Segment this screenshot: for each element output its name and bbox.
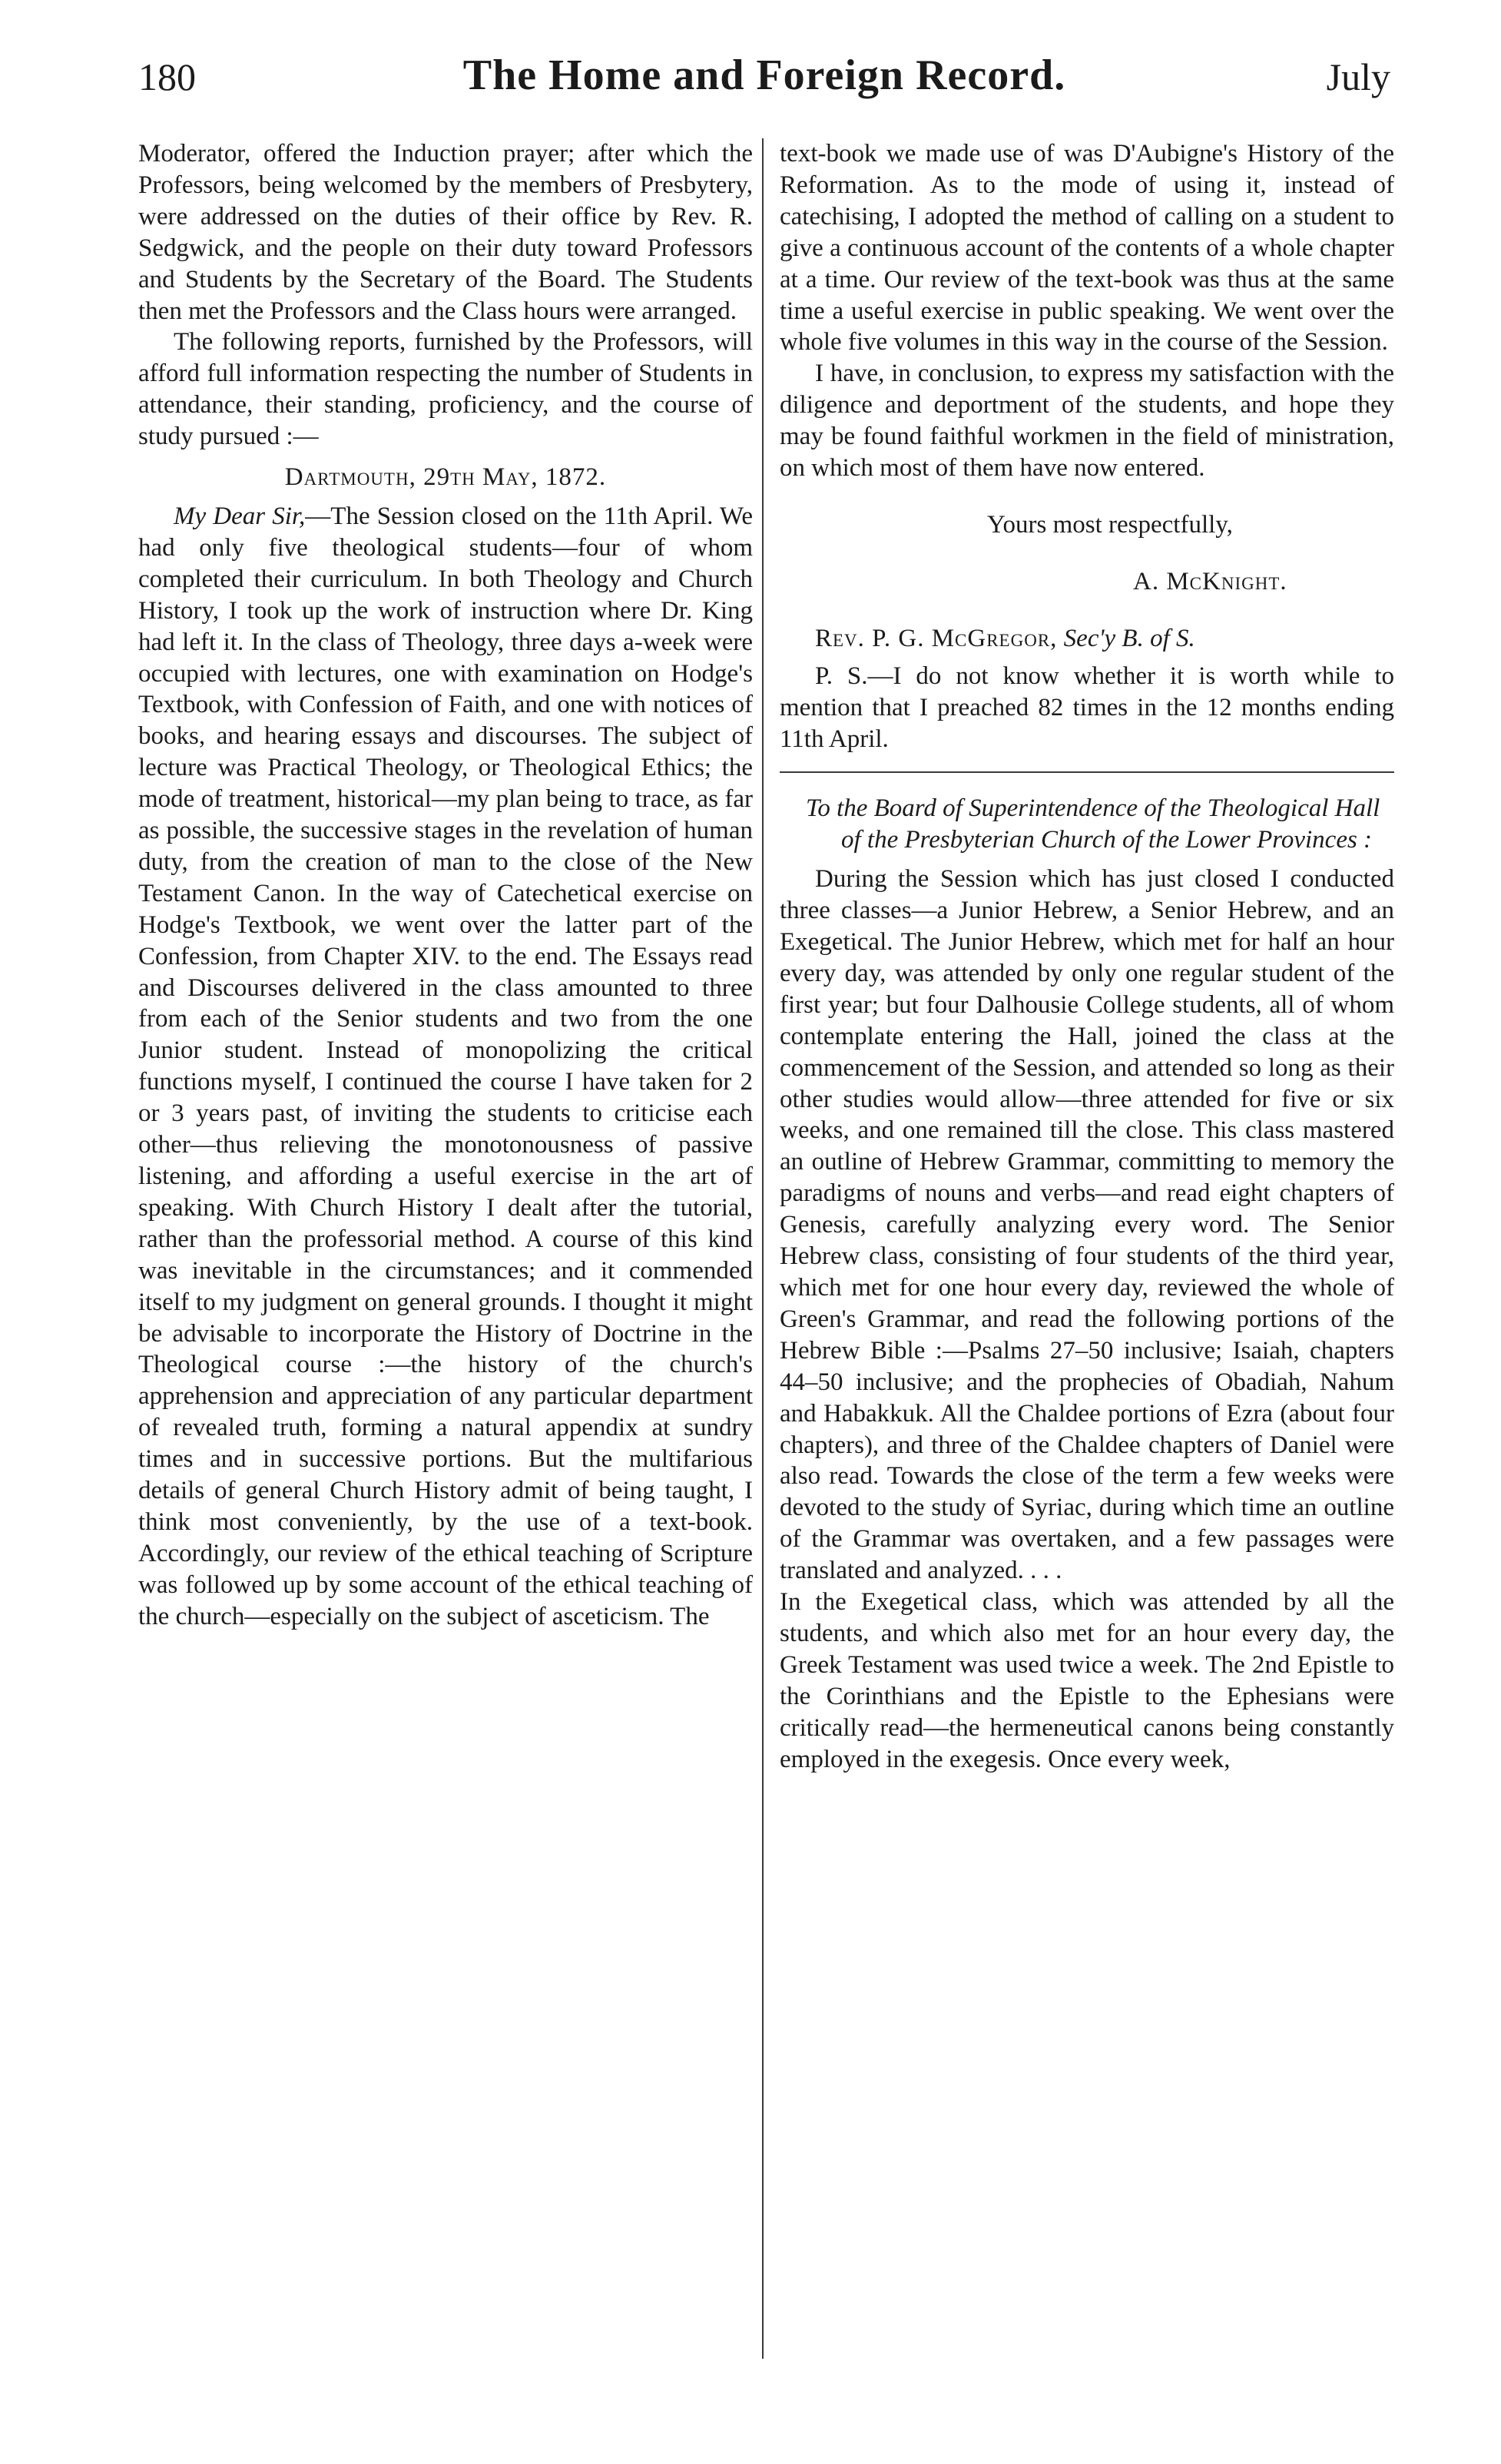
letter-recipient <box>780 623 1394 655</box>
page-number: 180 <box>138 55 196 98</box>
column-divider <box>762 138 764 2359</box>
paragraph-textbook: text-book we made use of was D'Aubigne's History of the Reformation. As to the mode of using it, instead of catechising, I adopted the method of calling on a student to give a continuous account of the contents of a whole chapter at a time. Our review of the text-book was thus at the same time a useful exercise in public speaking. We went over the whole five volumes in this way in the course of the Session. <box>780 140 1394 357</box>
running-month: July <box>1326 55 1390 98</box>
paragraph-mcknight-letter <box>138 501 753 1633</box>
recipient-name: Rev. P. G. McGregor, <box>815 624 1058 652</box>
recipient-title: Sec'y B. of S. <box>1063 624 1195 652</box>
letter-closing: Yours most respectfully, <box>987 510 1233 539</box>
letter-dateline: Dartmouth, 29th May, 1872. <box>284 463 607 492</box>
letter-body-start: —The Session closed on the 11th April. We had only five theological students—four of whom completed their curriculum. In both Theology and Church History, I took up the work of instruction where Dr. King had left it. In the class of Theology, three days a-week were occupied with lectures, one with examination on Hodge's Textbook, with Confession of Faith, and one with notices of books, and hearing essays and discourses. The subject of lecture was Practical Theology, or Theological Ethics; the mode of treatment, historical—my plan being to trace, as far as possible, the successive stages in the revelation of human duty, from the creation of man to the close of the New Testament Canon. In the way of Catechetical exercise on Hodge's Textbook, we went over the latter part of the Confession, from Chapter XIV. to the end. The Essays read and Discourses delivered in the class amounted to three from each of the Senior students and two from the one Junior student. Instead of monopolizing the critical functions myself, I continued the course I have taken for 2 or 3 years past, of inviting the students to criticise each other—thus relieving the monotonousness of passive listening, and affording a useful exercise in the art of speaking. With Church History I dealt after the tutorial, rather than the professorial method. A course of this kind was inevitable in the circumstances; and it commended itself to my judgment on general grounds. I thought it might be advisable to incorporate the History of Doctrine in the Theological course :—the history of the church's apprehension and appreciation of any particular department of revealed truth, forming a natural appendix at sundry times and in successive portions. But the multifarious details of general Church History admit of being taught, I think most conveniently, by the use of a text-book. Accordingly, our review of the ethical teaching of Scripture was followed up by some account of the ethical teaching of the church—especially on the subject of asceticism. The <box>138 502 753 1630</box>
right-column <box>780 138 1394 1776</box>
paragraph-reports-intro: The following reports, furnished by the Professors, will afford full information respecting the number of Students in attendance, their standing, proficiency, and the course of study pursued :— <box>138 328 753 451</box>
running-title: The Home and Foreign Record. <box>462 51 1066 99</box>
left-column <box>138 138 753 1633</box>
section-divider <box>780 771 1394 773</box>
paragraph-exegetical-class: In the Exegetical class, which was attended by all the students, and which also met for an hour every day, the Greek Testament was used twice a week. The 2nd Epistle to the Corinthians and the Epistle to the Ephesians were critically read—the hermeneutical canons being constantly employed in the exegesis. Once every week, <box>780 1588 1394 1773</box>
letter-postscript: P. S.—I do not know whether it is worth while to mention that I preached 82 times in the 12 months ending 11th April. <box>780 662 1394 753</box>
paragraph-conclusion: I have, in conclusion, to express my satisfaction with the diligence and deportment of the students, and hope they may be found faithful workmen in the field of ministration, on which most of them have now entered. <box>780 360 1394 483</box>
paragraph-hebrew-classes: During the Session which has just closed I conducted three classes—a Junior Hebrew, a Senior Hebrew, and an Exegetical. The Junior Hebrew, which met for half an hour every day, was attended by only one regular student of the first year; but four Dalhousie College students, all of whom contemplate entering the Hall, joined the class at the commencement of the Session, and attended so long as their other studies would allow—three attended for five or six weeks, and one remained till the close. This class mastered an outline of Hebrew Grammar, committing to memory the paradigms of nouns and verbs—and read eight chapters of Genesis, carefully analyzing every word. The Senior Hebrew class, consisting of four students of the third year, which met for one hour every day, reviewed the whole of Green's Grammar, and read the following portions of the Hebrew Bible :—Psalms 27–50 inclusive; Isaiah, chapters 44–50 inclusive; and the prophecies of Obadiah, Nahum and Habakkuk. All the Chaldee portions of Ezra (about four chapters), and three of the Chaldee chapters of Daniel were also read. Towards the close of the term a few weeks were devoted to the study of Syriac, during which time an outline of the Grammar was overtaken, and a few passages were translated and analyzed. . . . <box>780 865 1394 1585</box>
paragraph-induction: Moderator, offered the Induction prayer; after which the Professors, being welcomed by the members of Presbytery, were addressed on the duties of their office by Rev. R. Sedgwick, and the people on their duty toward Professors and Students by the Secretary of the Board. The Students then met the Professors and the Class hours were arranged. <box>138 140 753 325</box>
letter-salutation: My Dear Sir, <box>174 502 306 530</box>
letter-signature: A. McKnight. <box>1133 567 1287 595</box>
running-header <box>138 48 1390 109</box>
report-addressee: To the Board of Superintendence of the Theological Hall of the Presbyterian Church of the Lower Provinces : <box>806 794 1380 854</box>
